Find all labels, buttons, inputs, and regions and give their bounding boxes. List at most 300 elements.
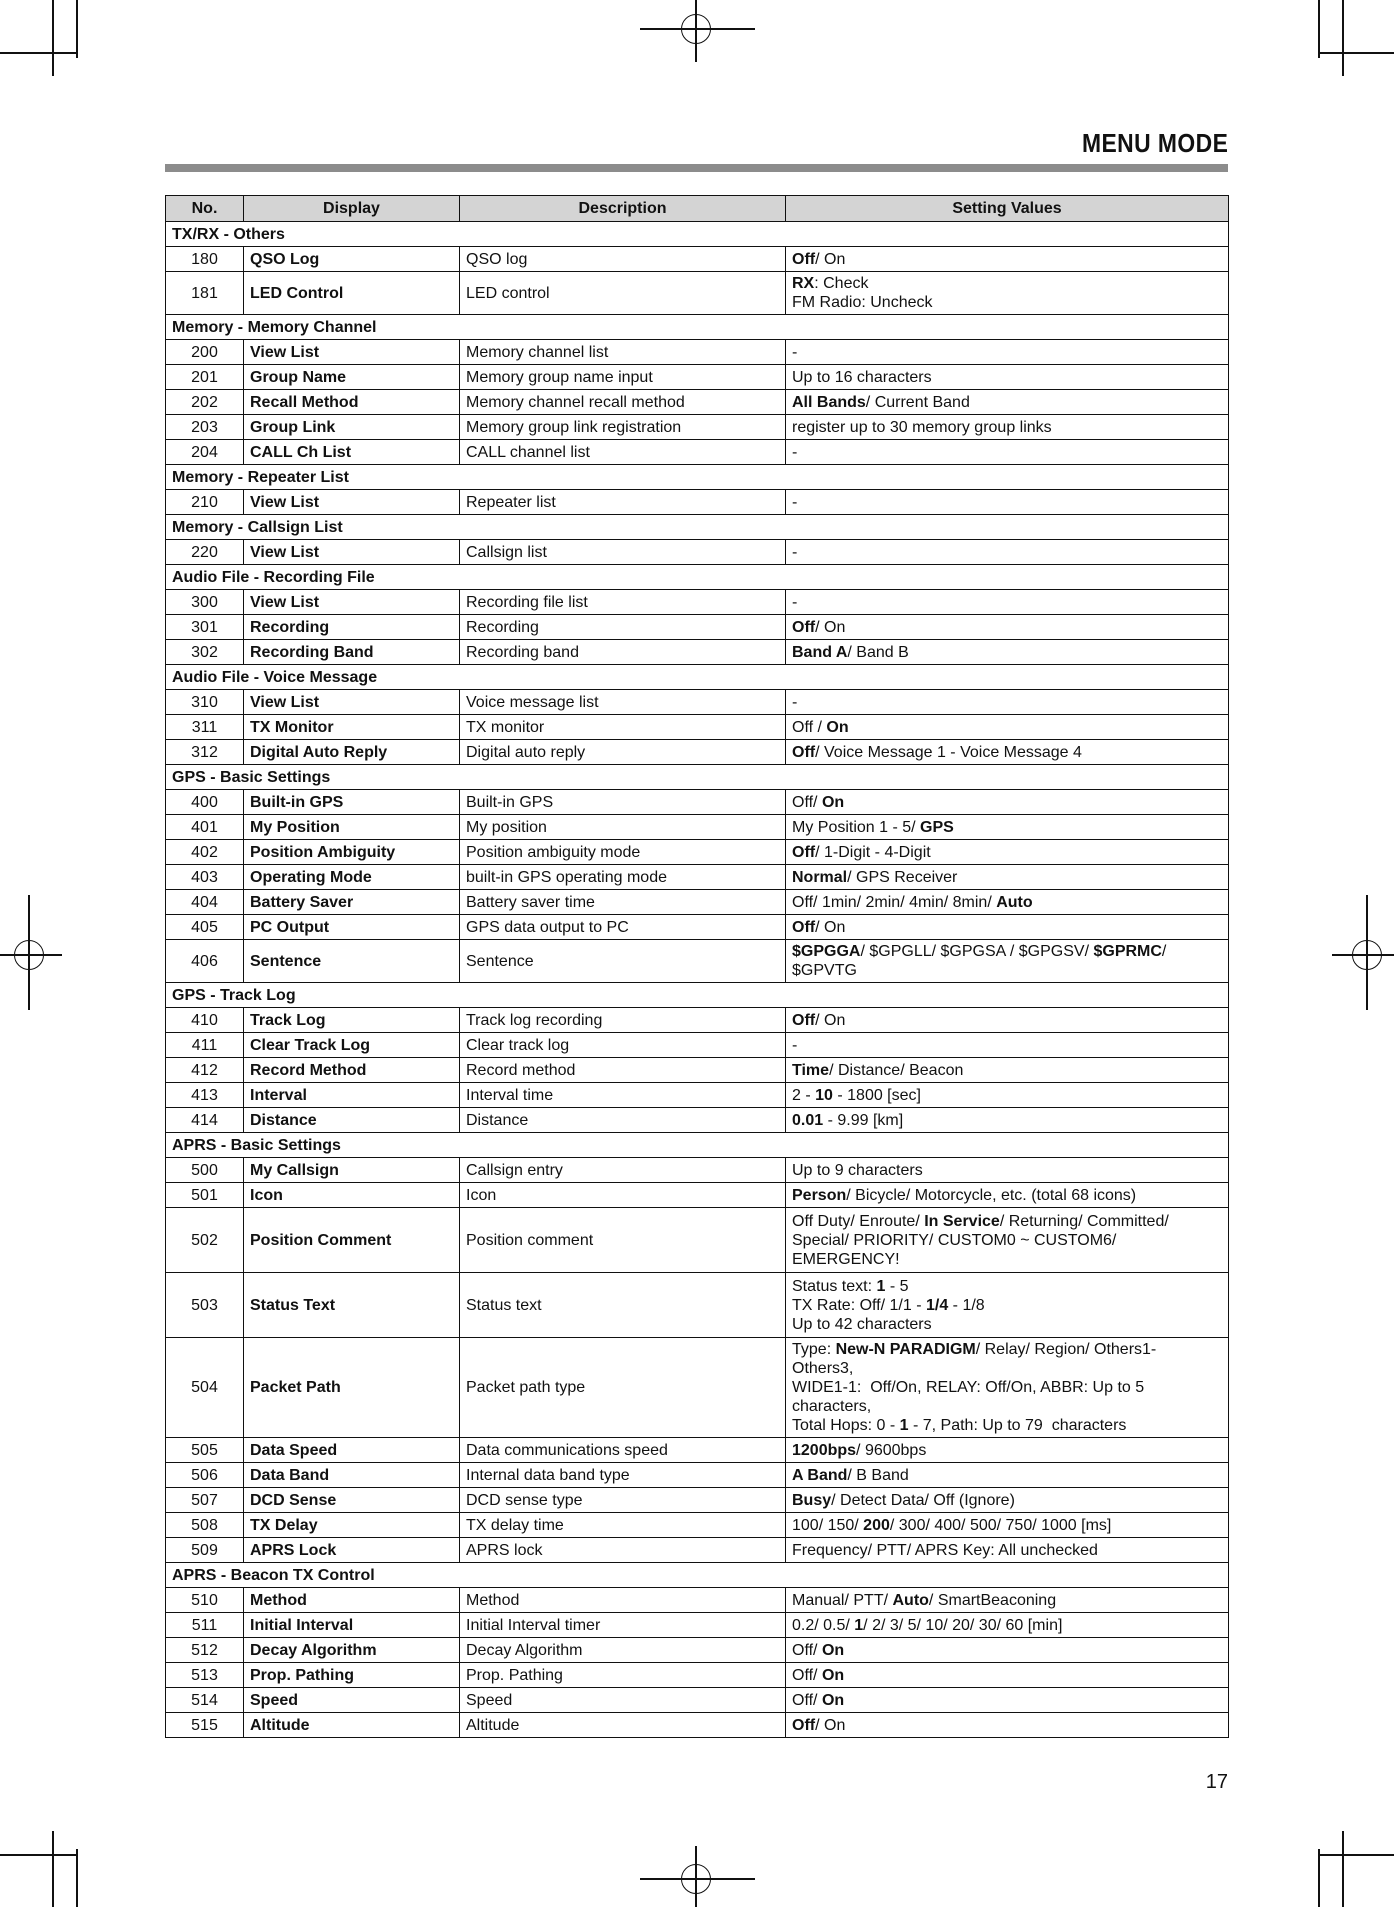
value-text: / Current Band xyxy=(865,393,970,411)
menu-number-cell: 204 xyxy=(166,440,244,465)
value-text: Status text: xyxy=(792,1277,877,1295)
setting-values-cell xyxy=(786,1108,1229,1133)
table-row xyxy=(166,1273,1229,1338)
value-text: characters, xyxy=(792,1398,872,1415)
description-cell: Memory channel recall method xyxy=(460,390,786,415)
description-cell: Recording file list xyxy=(460,590,786,615)
display-cell: Position Ambiguity xyxy=(244,840,460,865)
display-cell: Packet Path xyxy=(244,1338,460,1438)
setting-values-cell xyxy=(786,1438,1229,1463)
value-text: Others3, xyxy=(792,1360,854,1377)
setting-value-line xyxy=(792,274,1222,293)
value-text: / $GPGLL/ $GPGSA / $GPGSV/ xyxy=(860,943,1094,960)
value-text: - xyxy=(792,543,798,561)
value-text: / GPS Receiver xyxy=(847,868,958,886)
default-value: Off xyxy=(792,618,816,636)
display-cell: Clear Track Log xyxy=(244,1033,460,1058)
setting-value-line xyxy=(792,368,1222,387)
value-text: FM Radio: Uncheck xyxy=(792,294,933,311)
display-cell: View List xyxy=(244,690,460,715)
default-value: 10 xyxy=(815,1086,833,1104)
description-cell: Track log recording xyxy=(460,1008,786,1033)
display-cell: View List xyxy=(244,540,460,565)
value-text: register up to 30 memory group links xyxy=(792,418,1052,436)
menu-number-cell: 513 xyxy=(166,1663,244,1688)
description-cell: LED control xyxy=(460,272,786,315)
setting-value-line xyxy=(792,918,1222,937)
value-text: - 1/8 xyxy=(948,1296,985,1314)
setting-value-line xyxy=(792,961,1222,980)
setting-values-cell xyxy=(786,1513,1229,1538)
setting-values-cell xyxy=(786,865,1229,890)
section-title: GPS - Track Log xyxy=(166,983,1229,1008)
default-value: On xyxy=(821,1666,845,1684)
setting-value-line xyxy=(792,942,1222,961)
value-text: / Returning/ Committed/ xyxy=(999,1212,1169,1230)
value-text: My Position 1 - 5/ xyxy=(792,818,921,836)
menu-number-cell: 505 xyxy=(166,1438,244,1463)
display-cell: Decay Algorithm xyxy=(244,1638,460,1663)
value-text: EMERGENCY! xyxy=(792,1250,900,1268)
table-row xyxy=(166,815,1229,840)
description-cell: Distance xyxy=(460,1108,786,1133)
value-text: / 1-Digit - 4-Digit xyxy=(815,843,931,861)
value-text: - xyxy=(792,493,798,511)
display-cell: Built-in GPS xyxy=(244,790,460,815)
display-cell: Icon xyxy=(244,1183,460,1208)
value-text: Up to 42 characters xyxy=(792,1315,932,1333)
description-cell: Speed xyxy=(460,1688,786,1713)
menu-number-cell: 220 xyxy=(166,540,244,565)
value-text: WIDE1-1: Off/On, RELAY: Off/On, ABBR: Up to 5 xyxy=(792,1379,1145,1396)
table-row xyxy=(166,272,1229,315)
value-text: Type: xyxy=(792,1341,836,1358)
default-value: On xyxy=(826,718,849,736)
default-value: On xyxy=(821,793,845,811)
value-text: Total Hops: 0 - xyxy=(792,1417,900,1434)
value-text: - 7, Path: Up to 79 characters xyxy=(908,1417,1127,1434)
table-row xyxy=(166,490,1229,515)
setting-value-line xyxy=(792,1359,1222,1378)
value-text: / Bicycle/ Motorcycle, etc. (total 68 icons) xyxy=(846,1186,1137,1204)
setting-value-line xyxy=(792,1231,1222,1250)
table-row xyxy=(166,1183,1229,1208)
default-value: RX xyxy=(792,275,815,292)
description-cell: Position comment xyxy=(460,1208,786,1273)
setting-values-cell xyxy=(786,1538,1229,1563)
value-text: $GPVTG xyxy=(792,962,857,979)
description-cell: CALL channel list xyxy=(460,440,786,465)
value-text: / On xyxy=(815,618,846,636)
menu-number-cell: 507 xyxy=(166,1488,244,1513)
table-row xyxy=(166,840,1229,865)
setting-value-line xyxy=(792,1491,1222,1510)
table-row xyxy=(166,915,1229,940)
description-cell: Memory group link registration xyxy=(460,415,786,440)
page-title: MENU MODE xyxy=(1081,128,1228,158)
table-row xyxy=(166,1083,1229,1108)
table-row xyxy=(166,790,1229,815)
setting-value-line xyxy=(792,1541,1222,1560)
setting-value-line xyxy=(792,1250,1222,1269)
section-row xyxy=(166,665,1229,690)
display-cell: Distance xyxy=(244,1108,460,1133)
menu-number-cell: 200 xyxy=(166,340,244,365)
header-setting-values: Setting Values xyxy=(786,196,1229,222)
value-text: Off / xyxy=(792,718,827,736)
display-cell: Group Link xyxy=(244,415,460,440)
description-cell: TX monitor xyxy=(460,715,786,740)
setting-values-cell xyxy=(786,390,1229,415)
setting-value-line xyxy=(792,1161,1222,1180)
menu-number-cell: 201 xyxy=(166,365,244,390)
description-cell: TX delay time xyxy=(460,1513,786,1538)
default-value: Off xyxy=(792,843,816,861)
description-cell: Callsign entry xyxy=(460,1158,786,1183)
setting-values-cell xyxy=(786,415,1229,440)
section-title: Audio File - Voice Message xyxy=(166,665,1229,690)
default-value: $GPRMC xyxy=(1093,943,1162,960)
display-cell: TX Delay xyxy=(244,1513,460,1538)
menu-number-cell: 411 xyxy=(166,1033,244,1058)
setting-values-cell xyxy=(786,715,1229,740)
setting-values-cell xyxy=(786,1463,1229,1488)
title-rule xyxy=(165,164,1228,172)
description-cell: Method xyxy=(460,1588,786,1613)
menu-number-cell: 310 xyxy=(166,690,244,715)
default-value: Person xyxy=(792,1186,847,1204)
default-value: A Band xyxy=(792,1466,848,1484)
display-cell: TX Monitor xyxy=(244,715,460,740)
table-row xyxy=(166,1438,1229,1463)
menu-number-cell: 406 xyxy=(166,940,244,983)
display-cell: Position Comment xyxy=(244,1208,460,1273)
value-text: / B Band xyxy=(847,1466,909,1484)
table-row xyxy=(166,690,1229,715)
display-cell: Record Method xyxy=(244,1058,460,1083)
menu-number-cell: 402 xyxy=(166,840,244,865)
setting-value-line xyxy=(792,1296,1222,1315)
section-row xyxy=(166,1563,1229,1588)
table-row xyxy=(166,715,1229,740)
default-value: On xyxy=(821,1691,845,1709)
setting-value-line xyxy=(792,1641,1222,1660)
setting-values-cell xyxy=(786,1638,1229,1663)
display-cell: Recording Band xyxy=(244,640,460,665)
menu-number-cell: 514 xyxy=(166,1688,244,1713)
setting-value-line xyxy=(792,1186,1222,1205)
description-cell: Packet path type xyxy=(460,1338,786,1438)
menu-number-cell: 510 xyxy=(166,1588,244,1613)
setting-value-line xyxy=(792,1397,1222,1416)
table-row xyxy=(166,1338,1229,1438)
section-row xyxy=(166,315,1229,340)
value-text: - 1800 [sec] xyxy=(832,1086,921,1104)
menu-number-cell: 500 xyxy=(166,1158,244,1183)
value-text: 0.2/ 0.5/ xyxy=(792,1616,855,1634)
default-value: New-N PARADIGM xyxy=(835,1341,976,1358)
display-cell: Sentence xyxy=(244,940,460,983)
section-title: TX/RX - Others xyxy=(166,222,1229,247)
menu-number-cell: 503 xyxy=(166,1273,244,1338)
table-row xyxy=(166,1208,1229,1273)
setting-value-line xyxy=(792,693,1222,712)
setting-value-line xyxy=(792,868,1222,887)
description-cell: Built-in GPS xyxy=(460,790,786,815)
value-text: Special/ PRIORITY/ CUSTOM0 ~ CUSTOM6/ xyxy=(792,1231,1117,1249)
menu-number-cell: 202 xyxy=(166,390,244,415)
value-text: - xyxy=(792,693,798,711)
description-cell: Record method xyxy=(460,1058,786,1083)
setting-value-line xyxy=(792,1416,1222,1435)
display-cell: APRS Lock xyxy=(244,1538,460,1563)
setting-values-cell xyxy=(786,365,1229,390)
menu-number-cell: 302 xyxy=(166,640,244,665)
menu-number-cell: 502 xyxy=(166,1208,244,1273)
setting-values-cell xyxy=(786,940,1229,983)
description-cell: Status text xyxy=(460,1273,786,1338)
description-cell: Interval time xyxy=(460,1083,786,1108)
table-row xyxy=(166,1108,1229,1133)
table-row xyxy=(166,940,1229,983)
value-text: / 2/ 3/ 5/ 10/ 20/ 30/ 60 [min] xyxy=(863,1616,1063,1634)
setting-values-cell xyxy=(786,840,1229,865)
section-title: Memory - Callsign List xyxy=(166,515,1229,540)
setting-values-cell xyxy=(786,272,1229,315)
table-row xyxy=(166,865,1229,890)
section-title: Memory - Memory Channel xyxy=(166,315,1229,340)
display-cell: Operating Mode xyxy=(244,865,460,890)
default-value: Band A xyxy=(792,643,848,661)
default-value: 1 xyxy=(854,1616,864,1634)
table-row xyxy=(166,440,1229,465)
table-row xyxy=(166,1588,1229,1613)
display-cell: DCD Sense xyxy=(244,1488,460,1513)
setting-values-cell xyxy=(786,1158,1229,1183)
menu-number-cell: 300 xyxy=(166,590,244,615)
menu-number-cell: 501 xyxy=(166,1183,244,1208)
display-cell: PC Output xyxy=(244,915,460,940)
default-value: 1/4 xyxy=(925,1296,949,1314)
header-display: Display xyxy=(244,196,460,222)
display-cell: Data Band xyxy=(244,1463,460,1488)
description-cell: Data communications speed xyxy=(460,1438,786,1463)
value-text: Up to 16 characters xyxy=(792,368,932,386)
section-title: GPS - Basic Settings xyxy=(166,765,1229,790)
value-text: 100/ 150/ xyxy=(792,1516,864,1534)
default-value: 1 xyxy=(899,1417,909,1434)
value-text: / On xyxy=(815,1716,846,1734)
description-cell: DCD sense type xyxy=(460,1488,786,1513)
table-row xyxy=(166,1463,1229,1488)
table-body xyxy=(166,222,1229,1738)
setting-values-cell xyxy=(786,1613,1229,1638)
description-cell: Sentence xyxy=(460,940,786,983)
description-cell: Recording band xyxy=(460,640,786,665)
setting-value-line xyxy=(792,1111,1222,1130)
default-value: $GPGGA xyxy=(792,943,861,960)
setting-value-line xyxy=(792,1441,1222,1460)
default-value: Busy xyxy=(792,1491,832,1509)
section-row xyxy=(166,515,1229,540)
default-value: All Bands xyxy=(792,393,866,411)
menu-number-cell: 403 xyxy=(166,865,244,890)
setting-values-cell xyxy=(786,615,1229,640)
display-cell: Prop. Pathing xyxy=(244,1663,460,1688)
display-cell: Recording xyxy=(244,615,460,640)
default-value: Off xyxy=(792,918,816,936)
display-cell: View List xyxy=(244,590,460,615)
table-row xyxy=(166,1158,1229,1183)
value-text: Off Duty/ Enroute/ xyxy=(792,1212,925,1230)
menu-number-cell: 401 xyxy=(166,815,244,840)
value-text: Off/ xyxy=(792,1666,822,1684)
menu-number-cell: 511 xyxy=(166,1613,244,1638)
setting-values-cell xyxy=(786,1338,1229,1438)
section-title: APRS - Beacon TX Control xyxy=(166,1563,1229,1588)
setting-values-cell xyxy=(786,815,1229,840)
default-value: 0.01 xyxy=(792,1111,824,1129)
default-value: Time xyxy=(792,1061,830,1079)
setting-value-line xyxy=(792,1061,1222,1080)
menu-number-cell: 508 xyxy=(166,1513,244,1538)
menu-number-cell: 410 xyxy=(166,1008,244,1033)
menu-number-cell: 203 xyxy=(166,415,244,440)
setting-value-line xyxy=(792,393,1222,412)
menu-number-cell: 405 xyxy=(166,915,244,940)
setting-values-cell xyxy=(786,1588,1229,1613)
description-cell: Position ambiguity mode xyxy=(460,840,786,865)
value-text: - 5 xyxy=(885,1277,909,1295)
value-text: - xyxy=(792,593,798,611)
value-text: / 9600bps xyxy=(856,1441,927,1459)
setting-value-line xyxy=(792,343,1222,362)
setting-value-line xyxy=(792,250,1222,269)
setting-value-line xyxy=(792,1340,1222,1359)
default-value: GPS xyxy=(920,818,954,836)
description-cell: GPS data output to PC xyxy=(460,915,786,940)
section-title: Audio File - Recording File xyxy=(166,565,1229,590)
setting-values-cell xyxy=(786,690,1229,715)
setting-values-cell xyxy=(786,490,1229,515)
setting-value-line xyxy=(792,293,1222,312)
setting-value-line xyxy=(792,418,1222,437)
description-cell: Battery saver time xyxy=(460,890,786,915)
table-row xyxy=(166,365,1229,390)
table-row xyxy=(166,1058,1229,1083)
table-row xyxy=(166,415,1229,440)
setting-values-cell xyxy=(786,540,1229,565)
display-cell: Battery Saver xyxy=(244,890,460,915)
setting-values-cell xyxy=(786,740,1229,765)
page-number: 17 xyxy=(1205,1771,1228,1793)
table-row xyxy=(166,1033,1229,1058)
setting-values-cell xyxy=(786,1273,1229,1338)
table-row xyxy=(166,1663,1229,1688)
description-cell: built-in GPS operating mode xyxy=(460,865,786,890)
setting-value-line xyxy=(792,1691,1222,1710)
value-text: / Distance/ Beacon xyxy=(829,1061,964,1079)
section-row xyxy=(166,765,1229,790)
table-row xyxy=(166,540,1229,565)
setting-value-line xyxy=(792,443,1222,462)
default-value: Off xyxy=(792,1716,816,1734)
display-cell: Data Speed xyxy=(244,1438,460,1463)
display-cell: View List xyxy=(244,340,460,365)
section-title: Memory - Repeater List xyxy=(166,465,1229,490)
table-row xyxy=(166,1613,1229,1638)
setting-value-line xyxy=(792,1616,1222,1635)
default-value: 1200bps xyxy=(792,1441,857,1459)
menu-number-cell: 400 xyxy=(166,790,244,815)
setting-value-line xyxy=(792,618,1222,637)
display-cell: Digital Auto Reply xyxy=(244,740,460,765)
setting-value-line xyxy=(792,1516,1222,1535)
value-text: : Check xyxy=(814,275,869,292)
menu-number-cell: 509 xyxy=(166,1538,244,1563)
value-text: Off/ xyxy=(792,793,822,811)
setting-values-cell xyxy=(786,890,1229,915)
setting-values-cell xyxy=(786,1033,1229,1058)
table-row xyxy=(166,590,1229,615)
setting-value-line xyxy=(792,743,1222,762)
value-text: / Relay/ Region/ Others1- xyxy=(975,1341,1157,1358)
description-cell: Altitude xyxy=(460,1713,786,1738)
value-text: / SmartBeaconing xyxy=(928,1591,1057,1609)
description-cell: Repeater list xyxy=(460,490,786,515)
display-cell: Group Name xyxy=(244,365,460,390)
table-header-row xyxy=(166,196,1229,222)
display-cell: Speed xyxy=(244,1688,460,1713)
description-cell: QSO log xyxy=(460,247,786,272)
setting-values-cell xyxy=(786,1488,1229,1513)
value-text: - xyxy=(792,343,798,361)
value-text: - xyxy=(792,443,798,461)
setting-values-cell xyxy=(786,590,1229,615)
default-value: Off xyxy=(792,250,816,268)
setting-value-line xyxy=(792,843,1222,862)
default-value: 200 xyxy=(863,1516,890,1534)
description-cell: My position xyxy=(460,815,786,840)
setting-value-line xyxy=(792,1277,1222,1296)
setting-value-line xyxy=(792,818,1222,837)
default-value: Normal xyxy=(792,868,848,886)
table-row xyxy=(166,1513,1229,1538)
default-value: Auto xyxy=(892,1591,929,1609)
menu-number-cell: 210 xyxy=(166,490,244,515)
setting-values-cell xyxy=(786,1663,1229,1688)
section-row xyxy=(166,222,1229,247)
setting-value-line xyxy=(792,643,1222,662)
display-cell: Recall Method xyxy=(244,390,460,415)
value-text: 2 - xyxy=(792,1086,816,1104)
setting-values-cell xyxy=(786,1083,1229,1108)
setting-values-cell xyxy=(786,640,1229,665)
setting-value-line xyxy=(792,493,1222,512)
table-row xyxy=(166,1713,1229,1738)
menu-number-cell: 506 xyxy=(166,1463,244,1488)
setting-value-line xyxy=(792,1716,1222,1735)
menu-number-cell: 180 xyxy=(166,247,244,272)
table-row xyxy=(166,890,1229,915)
setting-value-line xyxy=(792,1666,1222,1685)
setting-value-line xyxy=(792,1591,1222,1610)
value-text: / Detect Data/ Off (Ignore) xyxy=(831,1491,1015,1509)
value-text: Off/ 1min/ 2min/ 4min/ 8min/ xyxy=(792,893,997,911)
description-cell: Voice message list xyxy=(460,690,786,715)
header-description: Description xyxy=(460,196,786,222)
table-row xyxy=(166,740,1229,765)
